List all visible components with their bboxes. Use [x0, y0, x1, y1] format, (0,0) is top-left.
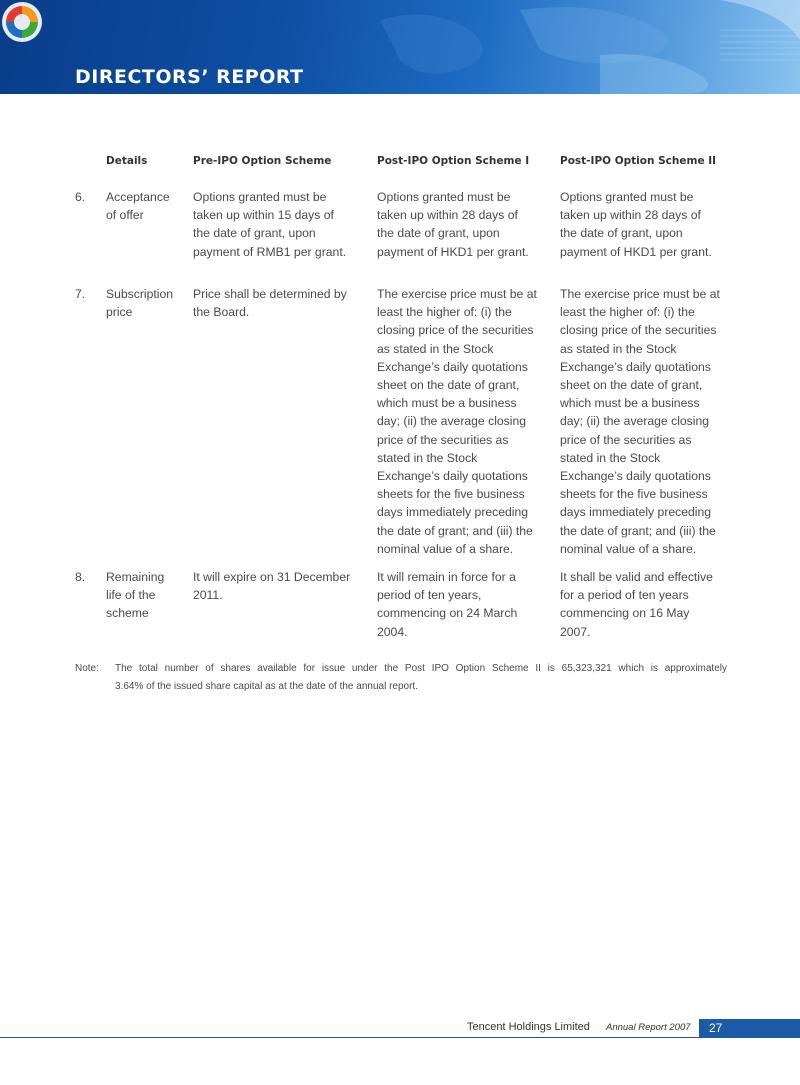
page-number: 27	[709, 1021, 723, 1035]
cell-post-ipo-2	[560, 285, 730, 558]
cell-line: nominal value of a share.	[377, 541, 514, 556]
row-number: 6.	[75, 190, 86, 204]
cell-line: Acceptance	[106, 190, 170, 204]
cell-line: stated in the Stock	[377, 450, 478, 465]
cell-detail	[106, 568, 190, 623]
cell-line: of offer	[106, 208, 144, 223]
tencent-logo-icon	[0, 0, 44, 44]
header-details: Details	[106, 155, 148, 167]
header-pre-ipo: Pre-IPO Option Scheme	[193, 155, 332, 167]
footer-report: Annual Report 2007	[606, 1022, 691, 1033]
cell-line: payment of RMB1 per grant.	[193, 244, 347, 259]
cell-line: days immediately preceding	[560, 505, 712, 520]
cell-line: The exercise price must be at	[560, 287, 720, 301]
cell-line: Exchange’s daily quotations	[560, 469, 711, 484]
cell-line: Options granted must be	[193, 190, 327, 204]
cell-line: as stated in the Stock	[560, 341, 677, 356]
cell-line: sheet on the date of grant,	[377, 378, 520, 393]
cell-line: 2004.	[377, 624, 408, 639]
cell-pre-ipo	[193, 285, 365, 321]
page-title: DIRECTORS’ REPORT	[75, 66, 304, 88]
note-line: 3.64% of the issued share capital as at the date of the annual report.	[115, 681, 418, 692]
cell-line: Remaining	[106, 570, 165, 584]
cell-line: closing price of the securities	[560, 323, 717, 338]
cell-post-ipo-2	[560, 188, 730, 261]
cell-line: Options granted must be	[377, 190, 511, 204]
cell-line: It will expire on 31 December	[193, 570, 351, 584]
cell-line: nominal value of a share.	[560, 541, 697, 556]
cell-line: the date of grant, upon	[560, 226, 683, 241]
cell-line: It shall be valid and effective	[560, 570, 713, 584]
cell-line: price	[106, 305, 133, 320]
cell-detail	[106, 285, 190, 321]
cell-line: stated in the Stock	[560, 450, 661, 465]
cell-line: It will remain in force for a	[377, 570, 516, 584]
cell-line: least the higher of: (i) the	[377, 305, 512, 320]
cell-line: commencing on 16 May	[560, 606, 690, 621]
cell-line: which must be a business	[377, 396, 517, 411]
cell-line: sheet on the date of grant,	[560, 378, 703, 393]
cell-line: The exercise price must be at	[377, 287, 537, 301]
footer-rule	[0, 1037, 800, 1038]
cell-line: payment of HKD1 per grant.	[377, 244, 529, 259]
cell-line: as stated in the Stock	[377, 341, 494, 356]
cell-line: sheets for the five business	[560, 487, 708, 502]
cell-line: Exchange’s daily quotations	[560, 359, 711, 374]
cell-line: the Board.	[193, 305, 250, 320]
note-line: The total number of shares available for issue under the Post IPO Option Scheme II is 65,323,321 which is approximately	[115, 663, 727, 674]
cell-line: Price shall be determined by	[193, 287, 347, 301]
cell-line: price of the securities as	[377, 432, 509, 447]
header-post-ipo-2: Post-IPO Option Scheme II	[560, 155, 717, 167]
note-text	[115, 660, 727, 696]
cell-line: price of the securities as	[560, 432, 692, 447]
cell-line: scheme	[106, 606, 149, 621]
cell-line: day; (ii) the average closing	[560, 414, 710, 429]
cell-line: period of ten years,	[377, 588, 482, 603]
cell-line: day; (ii) the average closing	[377, 414, 527, 429]
cell-pre-ipo	[193, 188, 365, 261]
header-post-ipo-1: Post-IPO Option Scheme I	[377, 155, 530, 167]
cell-line: Exchange’s daily quotations	[377, 469, 528, 484]
cell-line: the date of grant; and (iii) the	[560, 523, 716, 538]
cell-line: life of the	[106, 588, 156, 603]
row-number: 8.	[75, 570, 86, 584]
cell-line: Options granted must be	[560, 190, 694, 204]
footer-company: Tencent Holdings Limited	[467, 1021, 590, 1033]
cell-line: commencing on 24 March	[377, 606, 518, 621]
cell-line: days immediately preceding	[377, 505, 529, 520]
note-label: Note:	[75, 663, 99, 674]
cell-line: the date of grant, upon	[377, 226, 500, 241]
cell-pre-ipo	[193, 568, 365, 604]
cell-line: closing price of the securities	[377, 323, 534, 338]
cell-line: sheets for the five business	[377, 487, 525, 502]
cell-line: least the higher of: (i) the	[560, 305, 695, 320]
cell-detail	[106, 188, 190, 224]
cell-line: taken up within 15 days of	[193, 208, 334, 223]
cell-post-ipo-1	[377, 188, 547, 261]
cell-line: payment of HKD1 per grant.	[560, 244, 712, 259]
cell-line: for a period of ten years	[560, 588, 689, 603]
page-number-box	[699, 1019, 800, 1038]
cell-line: the date of grant, upon	[193, 226, 316, 241]
cell-post-ipo-1	[377, 568, 547, 641]
cell-line: Exchange’s daily quotations	[377, 359, 528, 374]
header-banner	[0, 0, 800, 94]
cell-post-ipo-1	[377, 285, 547, 558]
cell-line: Subscription	[106, 287, 174, 301]
cell-line: which must be a business	[560, 396, 700, 411]
cell-line: taken up within 28 days of	[560, 208, 701, 223]
cell-line: 2011.	[193, 588, 223, 603]
cell-line: 2007.	[560, 624, 591, 639]
cell-line: taken up within 28 days of	[377, 208, 518, 223]
cell-line: the date of grant; and (iii) the	[377, 523, 533, 538]
row-number: 7.	[75, 287, 86, 301]
cell-post-ipo-2	[560, 568, 730, 641]
